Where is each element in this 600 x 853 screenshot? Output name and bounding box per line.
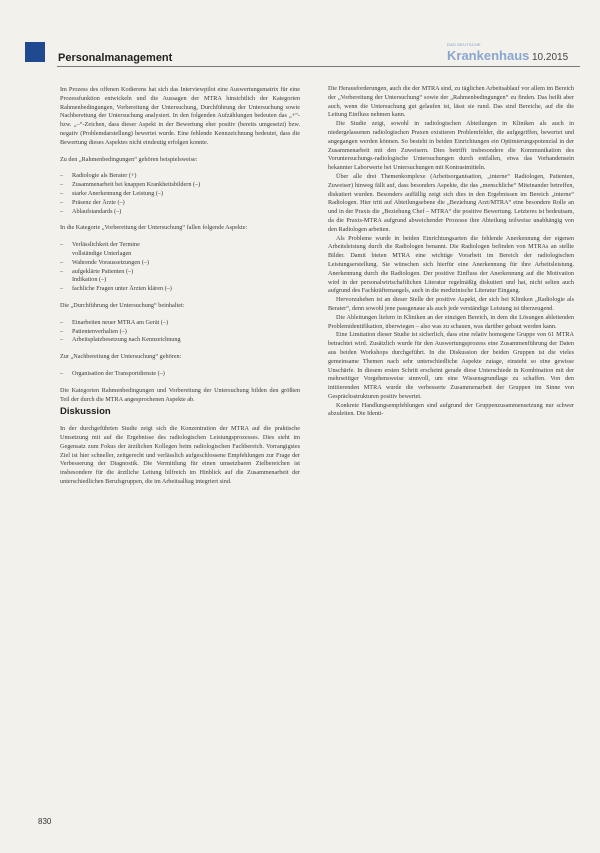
body-paragraph: In der durchgeführten Studie zeigt sich die Konzentration der MTRA auf die praktische Umsetzung mit auf die Ergebnisse des radiologischen Leistungsprozesses. Dies sieht im Gegensatz zum Fokus der ärztlichen Kollegen beim radiologischen Fachbereich. Vorrangigstes Ziel ist hier schneller, zeitgerecht und verlässlich aufgeschlossene Empfehlungen zur Frage der Verbesserung der Diagnostik. Die Vermittlung für einen umsetzbaren Zielbereichen ist insbesondere für die ärztliche Leitung hilfreich im Hinblick auf die Zusammenarbeit der unterschiedlichen Berufsgruppen, die im Arbeitsalltag integriert sind. (60, 425, 300, 485)
list-item: – aufgeklärte Patienten (–) (60, 268, 300, 277)
body-paragraph: Hervorzuheben ist an dieser Stelle der positive Aspekt, der sich bei Kliniken „Radiologie als Berater“, denn sowohl jene passgenaue als auch jede verständige Leistung ist überzeugend. (328, 296, 574, 312)
paragraph-spacer (60, 164, 300, 172)
body-paragraph: Die Ableitungen liefern in Kliniken an der einzigen Bereich, in dem die Lösungen ableitenden Problemidentifikation, überwiegen – also was zu schauen, was darüber gebaut werden kann. (328, 313, 574, 330)
paragraph-spacer (60, 362, 300, 370)
list-item: – Organisation der Transportdienste (–) (60, 370, 300, 379)
list-item: – Arbeitsplatzbesetzung nach Kennzeichnung (60, 336, 300, 345)
paragraph-spacer (60, 345, 300, 353)
paragraph-spacer (60, 233, 300, 241)
list-item: – fachliche Fragen unter Ärzten klären (–) (60, 285, 300, 294)
section-heading: Diskussion (60, 406, 111, 418)
body-paragraph: Konkrete Handlungsempfehlungen sind aufgrund der Gruppenzusammensetzung nur schwer abzuleiten. Die Identi- (328, 401, 574, 418)
body-paragraph: Über alle drei Themenkomplexe (Arbeitsorganisation, „interne“ Radiologen, Patienten, Zuweiser) hinweg fällt auf, dass besonders Aspekte, die das „menschliche“ Miteinander betreffen, diskutiert wurden. Besonders auffällig zeigt sich dies in den Ergebnissen im Bereich „interne“ Radiologen. Hier tritt auf Abteilungsebene die „Beziehung Arzt/MTRA“ eine besondere Rolle an und in der Praxis die „Beziehung Chef – MTRA“ die positive Bewertung. Letzteres ist bedeutsam, da die Praxis-MTRA aufgrund abweichender Prozesse ihre Abteilung teilweise unabhängig von den Radiologen arbeiten. (328, 172, 574, 233)
list-item-continuation: Indikation (–) (72, 276, 107, 284)
section-color-tab (25, 42, 45, 62)
body-paragraph: Eine Limitation dieser Studie ist sicherlich, dass eine relativ homogene Gruppe von 61 MTRA betrachtet wird. Zusätzlich wurde für den Auswertungsprozess eine Zusammenführung der Daten aus beiden Workshops durchgeführt. In die Diskussion der beiden Gruppen ist die vieles gemeinsame Themen nach sehr unterschiedliche Aspekte zutage, einsteht so eine gewisse Unschärfe. In diesem ersten Schritt erscheint gerade diese Unterschiede in Kombination mit der mehrseitiger Vorgehensweise sinnvoll, um eine Wissensgrundlage zu schaffen. Von den initiierenden MTRA wurde die verbesserte Zusammenarbeit der Gruppen im Sinne von Gesprächsstrukturen positiv bewertet. (328, 331, 574, 400)
section-title: Personalmanagement (58, 52, 173, 64)
body-paragraph: Die Herausforderungen, auch die der MTRA sind, zu täglichen Arbeitsablauf vor allem im Bereich der „Vorbereitung der Untersuchung“ sowie der „Rahmenbedingungen“ zu finden. Das heißt aber auch, wenn die Untersuchung gut gelaufen ist, lässt sie rund. Das sind Bereiche, auf die die Leitung Einfluss nehmen kann. (328, 85, 574, 119)
issue-date: 10.2015 (532, 52, 569, 63)
body-paragraph: Zur „Nachbereitung der Untersuchung“ gehören: (60, 353, 182, 361)
list-item: – Radiologie als Berater (+) (60, 172, 300, 181)
paragraph-spacer (60, 216, 300, 224)
body-paragraph: In die Kategorie „Vorbereitung der Untersuchung“ fallen folgende Aspekte: (60, 224, 248, 232)
body-paragraph: Die „Durchführung der Untersuchung“ beinhaltet: (60, 301, 185, 309)
logo-top-text: DAS DEUTSCHE (447, 42, 481, 47)
left-text-column (60, 86, 300, 487)
body-paragraph: Die Kategorien Rahmenbedingungen und Vorbereitung der Untersuchung bilden den größten Teil der durch die MTRA angesprochenen Aspekte ab. (60, 386, 300, 403)
header-rule (57, 66, 580, 67)
journal-logo (447, 42, 530, 66)
body-paragraph: Die Studie zeigt, sowohl in radiologischen Abteilungen in Kliniken als auch in niedergelassenen radiologischen Praxen existieren Problemfelder, die aufgegriffen, bewertet und angegangen werden können. So besteht in beiden Einrichtungen ein Optimierungspotenzial in der Zusammenarbeit mit den Zuweisern. Dies betrifft insbesondere die Kommunikation des Voruntersuchungs-radiologische Untersuchungen durch entfallen, etwa das Vorhandensein bekannter Laborwerte bei Untersuchungen mit Kontrastmitteln. (328, 120, 574, 172)
list-item: – Ablaufstandards (–) (60, 208, 300, 217)
body-paragraph: Zu den „Rahmenbedingungen“ gehören beispielsweise: (60, 155, 198, 163)
list-item: – Präsenz der Ärzte (–) (60, 199, 300, 208)
list-item: – Zusammenarbeit bei knappen Krankheitsbildern (–) (60, 181, 300, 190)
list-item: – Patientenverhalten (–) (60, 328, 300, 337)
paragraph-spacer (60, 294, 300, 302)
paragraph-spacer (60, 148, 300, 156)
page-number: 830 (38, 817, 52, 826)
paragraph-spacer (60, 379, 300, 387)
list-item: – starke Anerkennung der Leistung (–) (60, 190, 300, 199)
list-item-continuation: vollständige Unterlagen (72, 249, 132, 257)
logo-main-text: Krankenhaus (447, 48, 530, 63)
body-paragraph: Im Prozess des offenen Kodierens hat sich das Interviewpilot eine Auswertungsmatrix für eine Prozessfunktion entwickeln und die Aussagen der MTRA hinsichtlich der Kategorien Rahmenbedingungen, Vorbereitung der Untersuchung, Durchführung der Untersuchung sowie Nachbereitung der Untersuchung analysiert. In den folgenden Aufzählungen bedeuten das „+“- bzw. „–“-Zeichen, dass dieser Aspekt in der Bewertung eher positiv (bereits umgesetzt) bzw. negativ (Problemdarstellung) bewertet wurde. Eine fehlende Kennzeichnung bedeutet, dass die Bewertung dieses Aspektes nicht eindeutig erfolgen konnte. (60, 86, 300, 146)
list-item: – Wahrende Voraussetzungen (–) (60, 259, 300, 268)
body-paragraph: Als Probleme wurde in beiden Einrichtungsarten die fehlende Anerkennung der eigenen Arbeitsleistung durch die Radiologen benannt. Die Radiologen befinden von MTRAs an stellte Bilder. Damit bieten MTRA eine wichtige Vorarbeit im Bereich der radiologischen Leistungserstellung. Sie wünschen sich hierfür eine Anerkennung für ihre Arbeitsleistung. Anerkennung durch die Radiologen. Der positive Einfluss der Anerkennung auf die Motivation wird in der personalwirtschaftlichen Literatur regelmäßig diskutiert und hat, nicht selten auch aufgrund des Fachkräftemangels, auch in die medizinische Literatur Eingang. (328, 234, 574, 295)
right-text-column (328, 85, 574, 419)
list-item: – Einarbeiten neuer MTRA am Gerät (–) (60, 319, 300, 328)
paragraph-spacer (60, 311, 300, 319)
list-item: – Verlässlichkeit der Termine (60, 241, 300, 250)
